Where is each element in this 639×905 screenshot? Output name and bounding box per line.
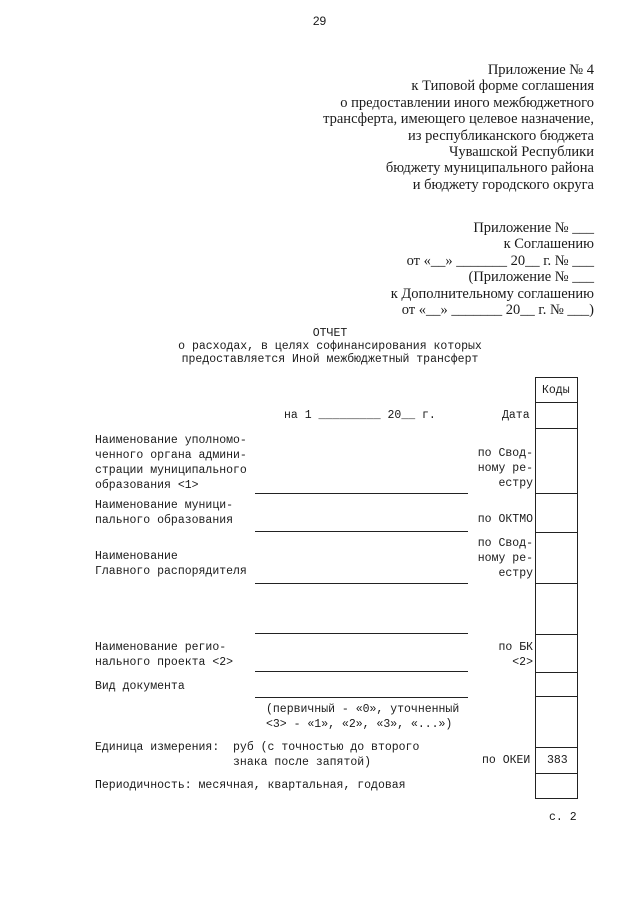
municipality-label: Наименование муници- пального образования	[95, 499, 234, 527]
authorized-body-label: Наименование уполномо- ченного органа админи- страции муниципального образования <1>	[95, 434, 247, 492]
main-manager-code-label: по Свод- ному ре- естру	[477, 537, 533, 580]
agreement-reference	[391, 220, 594, 318]
authorized-body-input-line[interactable]	[255, 493, 468, 494]
doc-type-hint: (первичный - «0», уточненный <3> - «1», «2», «3», «...»)	[266, 703, 460, 731]
unit-code-label: по ОКЕИ	[482, 754, 531, 767]
doc-type-input-line[interactable]	[255, 697, 468, 698]
annex-header-line: о предоставлении иного межбюджетного	[340, 94, 594, 111]
periodicity-label: Периодичность: месячная, квартальная, годовая	[95, 779, 406, 792]
agreement-ref-line: (Приложение № ___	[468, 269, 594, 286]
authorized-body-code-label: по Свод- ному ре- естру	[477, 447, 533, 490]
annex-header-line: Чувашской Республики	[448, 144, 594, 161]
report-title	[100, 328, 560, 366]
okei-code-value: 383	[547, 754, 568, 767]
report-date-field[interactable]: на 1 _________ 20__ г.	[284, 409, 436, 422]
page-number: 29	[312, 14, 327, 28]
date-label: Дата	[502, 409, 530, 422]
annex-header	[323, 62, 594, 193]
main-manager-input-line[interactable]	[255, 583, 468, 584]
agreement-ref-line: к Соглашению	[503, 236, 594, 253]
report-title-line: ОТЧЕТ	[312, 327, 348, 340]
annex-header-line: бюджету муниципального района	[385, 160, 594, 177]
main-manager-label: Наименование Главного распорядителя	[95, 550, 247, 578]
blank-input-line[interactable]	[255, 633, 468, 634]
annex-header-line: и бюджету городского округа	[412, 176, 594, 193]
agreement-ref-line: к Дополнительному соглашению	[390, 285, 594, 302]
report-title-line: предоставляется Иной межбюджетный трансферт	[181, 352, 479, 366]
doc-type-label: Вид документа	[95, 680, 185, 693]
municipality-code-label: по ОКТМО	[477, 513, 533, 526]
agreement-ref-line: Приложение № ___	[473, 220, 594, 236]
annex-header-line: из республиканского бюджета	[408, 127, 594, 144]
regional-project-input-line[interactable]	[255, 671, 468, 672]
agreement-ref-line: от «__» _______ 20__ г. № ___)	[401, 302, 594, 319]
annex-header-line: Приложение № 4	[487, 62, 594, 78]
regional-project-code-label: по БК <2>	[498, 641, 533, 669]
regional-project-label: Наименование регио- нального проекта <2>	[95, 641, 234, 669]
annex-header-line: трансферта, имеющего целевое назначение,	[323, 111, 594, 128]
codes-header: Коды	[542, 384, 570, 397]
annex-header-line: к Типовой форме соглашения	[411, 78, 594, 95]
page-marker: с. 2	[549, 811, 577, 824]
report-title-line: о расходах, в целях софинансирования которых	[178, 339, 482, 353]
municipality-input-line[interactable]	[255, 531, 468, 532]
unit-label: Единица измерения: руб (с точностью до второго знака после запятой)	[95, 741, 420, 769]
agreement-ref-line: от «__» _______ 20__ г. № ___	[406, 252, 594, 269]
